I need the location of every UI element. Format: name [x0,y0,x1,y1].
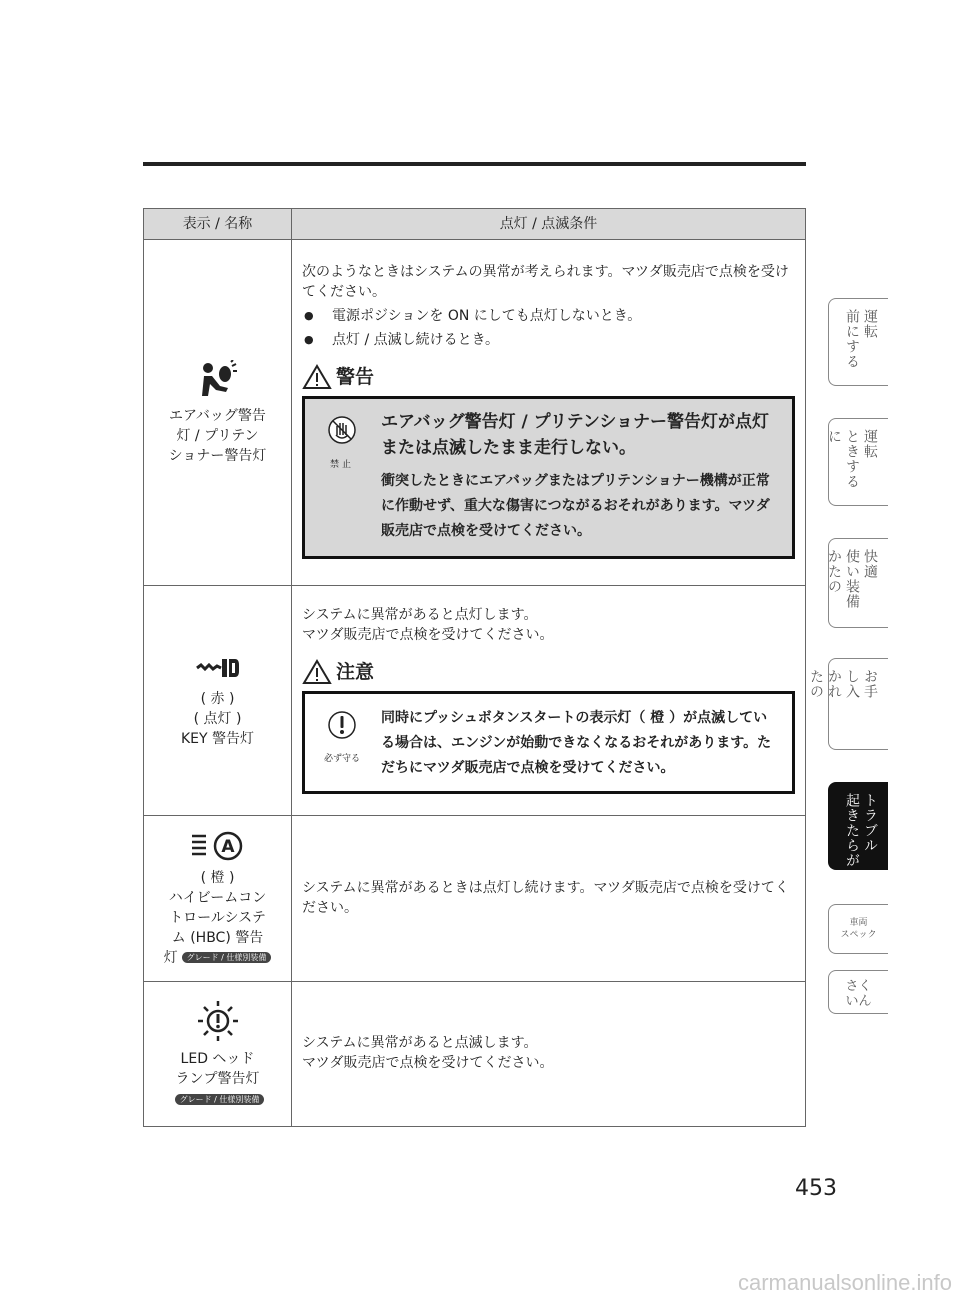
table-row [144,816,806,982]
warning-title: エアバッグ警告灯 / プリテンショナー警告灯が点灯または点滅したまま走行しない。 [381,412,770,458]
must-observe-symbol [317,706,367,781]
header-condition: 点灯 / 点滅条件 [292,209,806,240]
tab-label-line: し入 [844,669,860,699]
page-number: 453 [795,1176,837,1201]
row-condition-cell [292,982,806,1127]
side-tab-maintenance[interactable] [808,658,888,750]
must-observe-label: 必ず守る [323,754,360,764]
tab-label-line: 前にする [844,309,860,369]
tab-label-line: 運転 [862,429,878,459]
warning-light-table [143,208,806,1127]
row-name: LED ヘッド ランプ警告灯 [175,1051,260,1087]
airbag-icon [198,360,238,400]
caution-heading-text: 注意 [336,661,375,683]
side-tab-comfort-equipment[interactable] [828,538,888,628]
caution-heading [302,659,795,685]
row-description: システムに異常があると点灯します。 マツダ販売店で点検を受けてください。 [302,607,554,643]
top-rule [143,162,806,166]
tab-label-line: さく [845,979,872,994]
side-tab-troubleshooting[interactable] [828,782,888,870]
side-tab-before-driving[interactable] [828,298,888,386]
prohibition-label: 禁止 [329,460,354,470]
caution-body: 同時にプッシュボタンスタートの表示灯（ 橙 ）が点滅している場合は、エンジンが始動できなくなるおそれがあります。ただちにマツダ販売店で点検を受けてください。 [381,710,772,776]
prohibition-symbol [317,409,367,544]
row-description: システムに異常があるときは点灯し続けます。マツダ販売店で点検を受けてください。 [302,879,789,916]
tab-label-line: たの [808,669,824,699]
caution-triangle-icon [302,659,332,685]
tab-label-line: 運転 [862,309,878,339]
led-headlamp-warning-icon [193,999,243,1043]
table-row [144,240,806,586]
caution-box [302,691,795,794]
row-name [148,868,287,968]
row-condition-cell [292,586,806,816]
warning-heading-text: 警告 [336,366,375,388]
row-description: 次のようなときはシステムの異常が考えられます。マツダ販売店で点検を受けてください。 [302,264,789,300]
side-tab-specifications[interactable] [828,904,888,954]
table-row [144,586,806,816]
row-display-cell [144,240,292,586]
header-display-name: 表示 / 名称 [144,209,292,240]
row-description: システムに異常があると点滅します。 マツダ販売店で点検を受けてください。 [302,1035,554,1071]
tab-label-line: トラブル [862,793,878,853]
tab-label-line: スペック [840,930,877,940]
tab-label-line: 起きたらが [844,793,860,868]
tab-label-line: 車両 [849,918,868,928]
tab-label-line: 快適 [862,549,878,579]
prohibited-hand-icon [327,415,357,445]
high-beam-control-icon [190,830,246,862]
tab-label-line: かたの [826,549,842,594]
warning-triangle-icon [302,364,332,390]
warning-box [302,396,795,559]
side-tab-when-driving[interactable] [828,418,888,506]
table-header-row [144,209,806,240]
grade-badge: グレード / 仕様別装備 [182,952,272,963]
row-name-text: ( 橙 ) ハイビームコン トロールシステ ム (HBC) 警告 灯 [163,869,267,966]
warning-heading [302,364,795,390]
row-display-cell [144,982,292,1127]
row-condition-cell [292,240,806,586]
bullet-item: ● 点灯 / 点滅し続けるとき。 [302,330,795,350]
tab-label-line: お手 [862,669,878,699]
exclamation-circle-icon [327,710,357,740]
bullet-item: ● 電源ポジションを ON にしても点灯しないとき。 [302,306,795,326]
footer-watermark: carmanualsonline.info [737,1270,952,1295]
row-condition-cell [292,816,806,982]
tab-label-line: かれ [826,669,842,699]
tab-label-line: いん [845,994,872,1009]
tab-label-line: 使い装備 [844,549,860,609]
warning-body: 衝突したときにエアバッグまたはプリテンショナー機構が正常に作動せず、重大な傷害につながるおそれがあります。マツダ販売店で点検を受けてください。 [381,473,770,539]
grade-badge: グレード / 仕様別装備 [175,1094,265,1105]
key-icon [195,653,241,683]
row-display-cell [144,586,292,816]
svg-text:A: A [220,836,235,857]
row-name: ( 赤 ) ( 点灯 ) KEY 警告灯 [180,690,255,747]
tab-label-line: ときする [844,429,860,489]
table-row [144,982,806,1127]
row-display-cell [144,816,292,982]
tab-label-line: に [826,429,842,444]
side-tab-index[interactable] [828,970,888,1014]
row-name: エアバッグ警告 灯 / プリテン ショナー警告灯 [168,407,267,464]
